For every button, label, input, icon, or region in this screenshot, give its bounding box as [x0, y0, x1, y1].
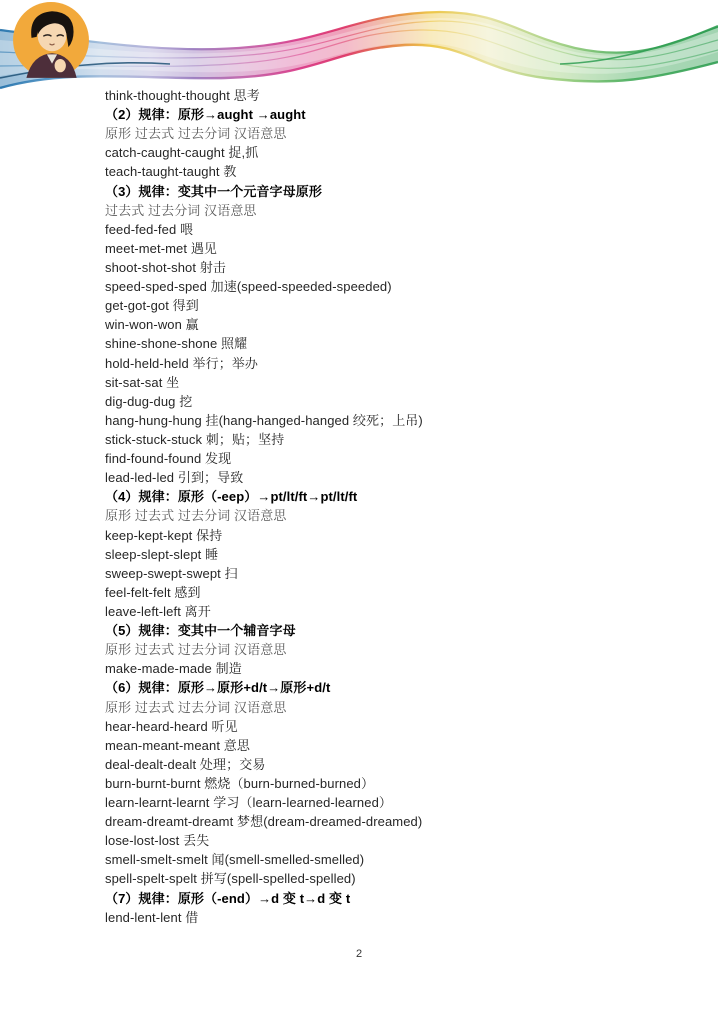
column-header-line: 原形 过去式 过去分词 汉语意思 [105, 126, 287, 142]
verb-entry-line: think-thought-thought 思考 [105, 88, 260, 103]
verb-entry-line: sit-sat-sat 坐 [105, 374, 180, 390]
verb-entry-line: make-made-made 制造 [105, 661, 242, 677]
verb-entry-line: teach-taught-taught 教 [105, 164, 237, 180]
verb-entry-line: spell-spelt-spelt 拼写(spell-spelled-spelled) [105, 871, 356, 887]
verb-entry-line: smell-smelt-smelt 闻(smell-smelled-smelled) [105, 852, 365, 868]
verb-entry-line: feel-felt-felt 感到 [105, 584, 201, 600]
verb-entry-line: deal-dealt-dealt 处理；交易 [105, 756, 266, 772]
verb-entry-line: leave-left-left 离开 [105, 603, 211, 619]
verb-entry-line: lead-led-led 引到；导致 [105, 470, 244, 486]
column-header-line: 过去式 过去分词 汉语意思 [105, 202, 257, 218]
rule-heading-line: （7）规律：原形（-end）→d 变 t→d 变 t [105, 890, 351, 906]
verb-entry-line: sweep-swept-swept 扫 [105, 565, 238, 581]
verb-entry-line: burn-burnt-burnt 燃烧（burn-burned-burned） [105, 775, 375, 791]
cartoon-man-avatar-icon [11, 1, 91, 81]
verb-entry-line: speed-sped-sped 加速(speed-speeded-speeded) [105, 279, 392, 295]
verb-entry-line: shine-shone-shone 照耀 [105, 336, 248, 352]
column-header-line: 原形 过去式 过去分词 汉语意思 [105, 508, 287, 524]
verb-entry-line: dig-dug-dug 挖 [105, 393, 193, 409]
column-header-line: 原形 过去式 过去分词 汉语意思 [105, 642, 287, 658]
rule-heading-line: （2）规律：原形→aught →aught [105, 107, 306, 123]
verb-entry-line: hear-heard-heard 听见 [105, 718, 238, 734]
verb-entry-line: shoot-shot-shot 射击 [105, 259, 227, 275]
verb-entry-line: lend-lent-lent 借 [105, 909, 199, 925]
verb-entry-line: meet-met-met 遇见 [105, 240, 218, 256]
verb-entry-line: catch-caught-caught 捉,抓 [105, 145, 259, 161]
page-number: 2 [355, 948, 363, 960]
column-header-line: 原形 过去式 过去分词 汉语意思 [105, 699, 287, 715]
verb-entry-line: get-got-got 得到 [105, 298, 199, 314]
rule-heading-line: （5）规律：变其中一个辅音字母 [105, 623, 296, 639]
verb-entry-line: sleep-slept-slept 睡 [105, 546, 219, 562]
document-body [105, 86, 678, 927]
verb-entry-line: keep-kept-kept 保持 [105, 527, 223, 543]
rule-heading-line: （4）规律：原形（-eep）→pt/lt/ft→pt/lt/ft [105, 489, 358, 505]
verb-entry-line: hold-held-held 举行；举办 [105, 355, 259, 371]
verb-entry-line: stick-stuck-stuck 刺；贴；坚持 [105, 431, 285, 447]
verb-entry-line: hang-hung-hung 挂(hang-hanged-hanged 绞死；上吊) [105, 412, 423, 428]
verb-entry-line: dream-dreamt-dreamt 梦想(dream-dreamed-dreamed) [105, 814, 423, 830]
verb-entry-line: learn-learnt-learnt 学习（learn-learned-learned） [105, 795, 393, 811]
verb-entry-line: find-found-found 发现 [105, 451, 232, 467]
verb-entry-line: lose-lost-lost 丢失 [105, 833, 210, 849]
rule-heading-line: （6）规律：原形→原形+d/t→原形+d/t [105, 680, 331, 696]
rainbow-wave-ribbon-icon [0, 0, 718, 100]
verb-entry-line: feed-fed-fed 喂 [105, 221, 194, 237]
verb-entry-line: mean-meant-meant 意思 [105, 737, 250, 753]
verb-entry-line: win-won-won 赢 [105, 317, 199, 333]
rule-heading-line: （3）规律：变其中一个元音字母原形 [105, 183, 322, 199]
